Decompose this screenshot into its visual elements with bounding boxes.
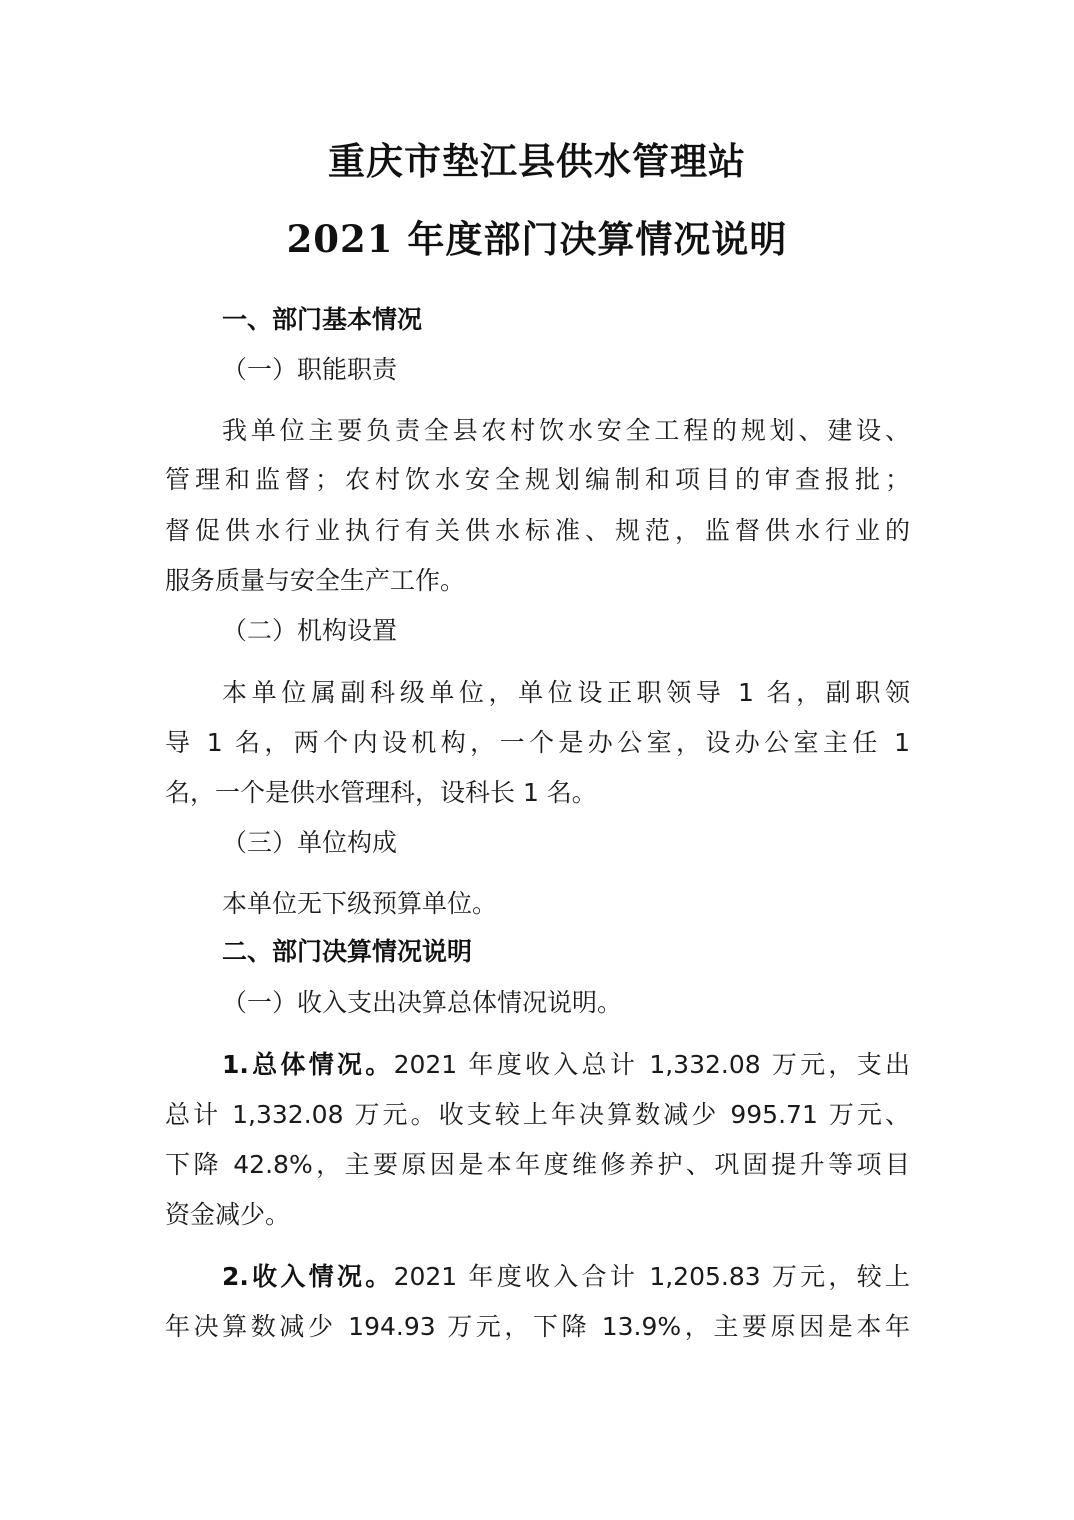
- section1-heading: 一、部门基本情况: [222, 305, 423, 334]
- para2-line3: 名，一个是供水管理科，设科长 1 名。: [165, 778, 597, 807]
- para2-line1: 本单位属副科级单位，单位设正职领导 1 名，副职领: [222, 678, 910, 707]
- item2-line2: 年决算数减少 194.93 万元，下降 13.9%，主要原因是本年: [165, 1312, 910, 1341]
- document-title-line2: 2021 年度部门决算情况说明: [286, 217, 788, 261]
- subheading-overview: （一）收入支出决算总体情况说明。: [222, 988, 623, 1017]
- para3: 本单位无下级预算单位。: [222, 889, 498, 918]
- subheading-structure: （二）机构设置: [222, 616, 398, 645]
- para1-line3: 督促供水行业执行有关供水标准、规范，监督供水行业的: [165, 516, 910, 545]
- para1-line4: 服务质量与安全生产工作。: [165, 566, 466, 595]
- item1-lead: 1.总体情况。: [222, 1050, 394, 1079]
- para1-line2: 管理和监督；农村饮水安全规划编制和项目的审查报批；: [165, 465, 910, 494]
- item1-line1: [222, 1048, 910, 1082]
- subheading-duties: （一）职能职责: [222, 355, 398, 384]
- item1-line4: 资金减少。: [165, 1200, 291, 1229]
- subheading-composition: （三）单位构成: [222, 828, 398, 857]
- item2-lead: 2.收入情况。: [222, 1262, 394, 1291]
- section2-heading: 二、部门决算情况说明: [222, 937, 473, 966]
- item2-first-rest: 2021 年度收入合计 1,205.83 万元，较上: [393, 1262, 910, 1291]
- para2-line2: 导 1 名，两个内设机构，一个是办公室，设办公室主任 1: [165, 728, 910, 757]
- para1-line1: 我单位主要负责全县农村饮水安全工程的规划、建设、: [222, 416, 910, 445]
- item1-first-rest: 2021 年度收入总计 1,332.08 万元，支出: [393, 1050, 910, 1079]
- document-title-line1: 重庆市垫江县供水管理站: [328, 139, 746, 183]
- item2-line1: [222, 1260, 910, 1294]
- item1-line3: 下降 42.8%，主要原因是本年度维修养护、巩固提升等项目: [165, 1150, 910, 1179]
- item1-line2: 总计 1,332.08 万元。收支较上年决算数减少 995.71 万元、: [165, 1100, 910, 1129]
